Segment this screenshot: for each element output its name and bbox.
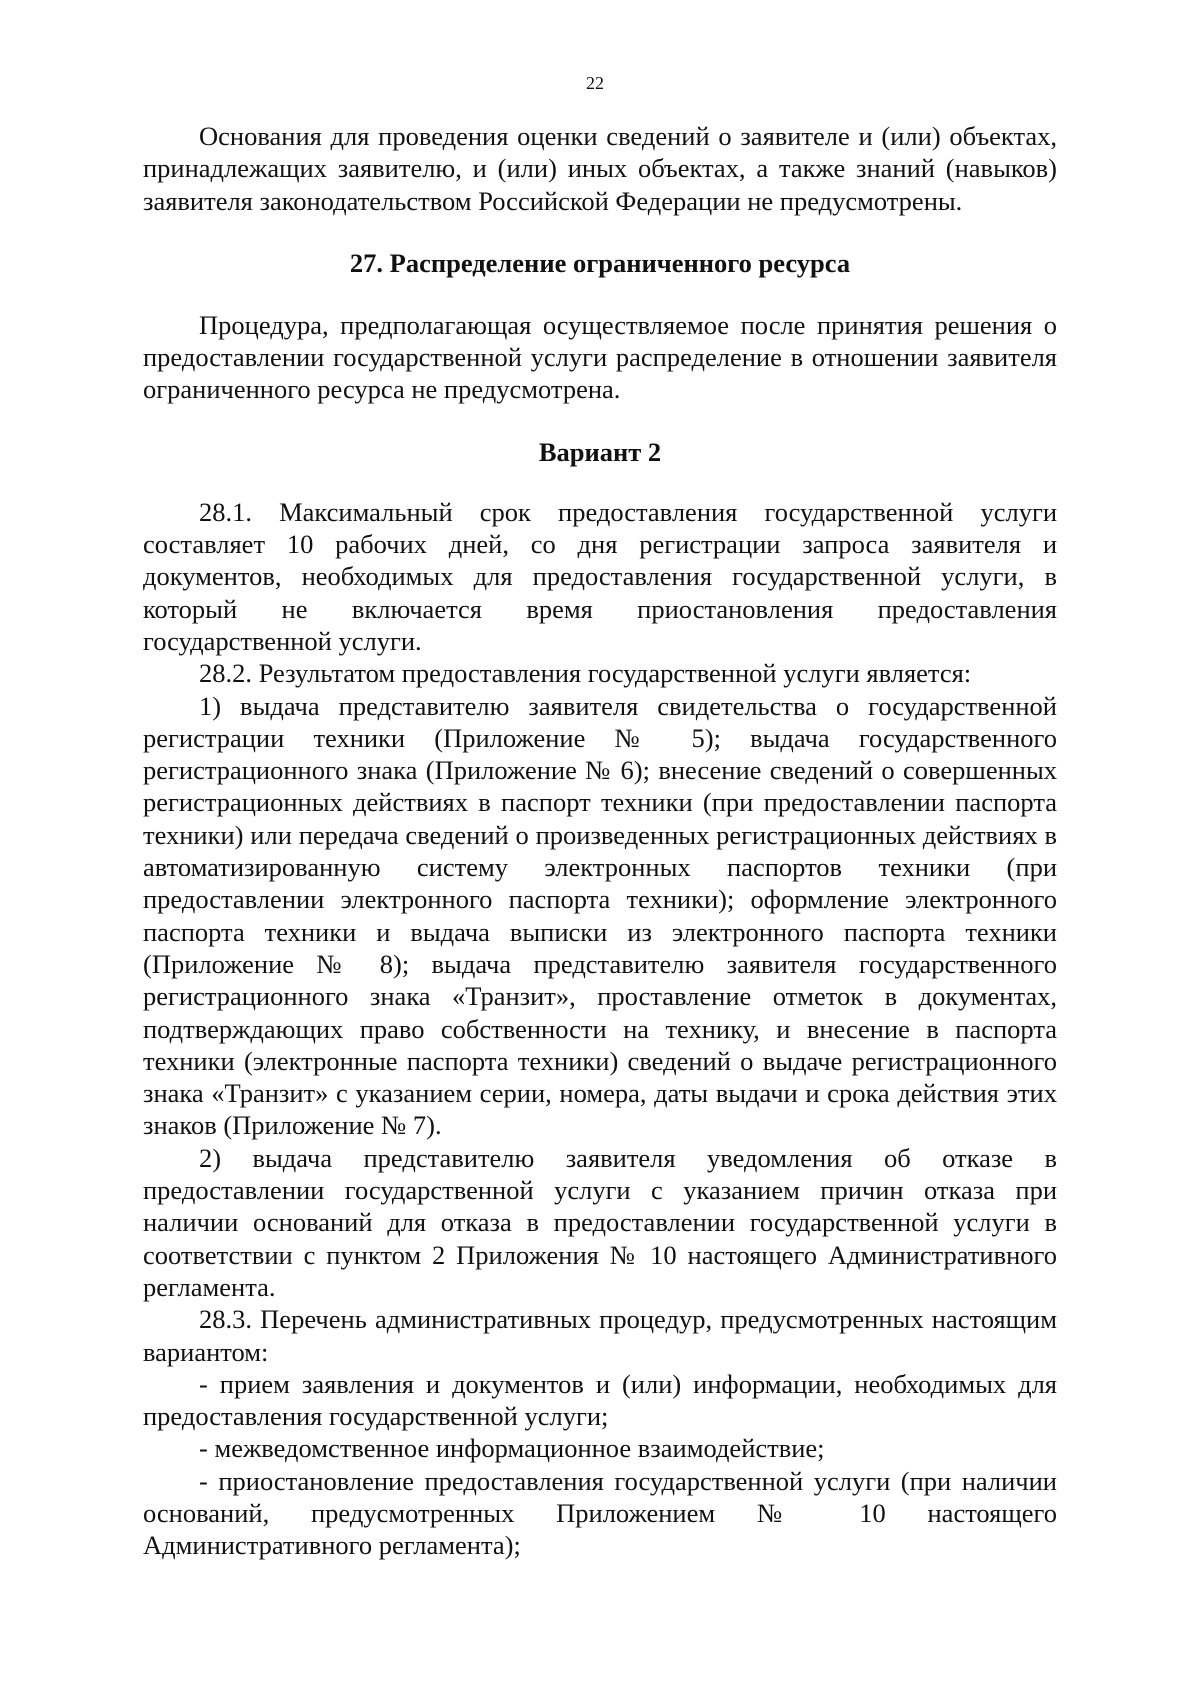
list-item: - приостановление предоставления государственной услуги (при наличии оснований, предусмотренных Приложением № 10 настоящего Административного регламента); bbox=[143, 1465, 1057, 1561]
section-heading-27: 27. Распределение ограниченного ресурса bbox=[349, 247, 851, 278]
list-item: - межведомственное информационное взаимодействие; bbox=[199, 1433, 825, 1464]
list-item: - прием заявления и документов и (или) информации, необходимых для предоставления государственной услуги; bbox=[143, 1368, 1057, 1432]
page-number: 22 bbox=[586, 73, 604, 93]
paragraph-28-2-item-1: 1) выдача представителю заявителя свидетельства о государственной регистрации техники (Приложение № 5); выдача государственного регистрационного знака (Приложение № 6); внесение сведений о совершенных регистрационных действиях в паспорт техники (при предоставлении паспорта техники) или передача сведений о произведенных регистрационных действиях в автоматизированную систему электронных паспортов техники (при предоставлении электронного паспорта техники); оформление электронного паспорта техники и выдача выписки из электронного паспорта техники (Приложение № 8); выдача представителю заявителя государственного регистрационного знака «Транзит», проставление отметок в документах, подтверждающих право собственности на технику, и внесение в паспорта техники (электронные паспорта техники) сведений о выдаче регистрационного знака «Транзит» с указанием серии, номера, даты выдачи и срока действия этих знаков (Приложение № 7). bbox=[143, 690, 1057, 1141]
variant-heading: Вариант 2 bbox=[538, 436, 662, 467]
paragraph-intro: Основания для проведения оценки сведений о заявителе и (или) объектах, принадлежащих заявителю, и (или) иных объектах, а также знаний (навыков) заявителя законодательством Российской Федерации не предусмотрены. bbox=[143, 121, 1057, 216]
paragraph-28-3: 28.3. Перечень административных процедур, предусмотренных настоящим вариантом: bbox=[143, 1304, 1057, 1367]
paragraph-28-2: 28.2. Результатом предоставления государственной услуги является: bbox=[199, 658, 972, 689]
paragraph-28-2-item-2: 2) выдача представителю заявителя уведомления об отказе в предоставлении государственной услуги с указанием причин отказа при наличии оснований для отказа в предоставлении государственной услуги в соответствии с пунктом 2 Приложения № 10 настоящего Административного регламента. bbox=[143, 1142, 1057, 1302]
paragraph-28-1: 28.1. Максимальный срок предоставления государственной услуги составляет 10 рабочих дней, со дня регистрации запроса заявителя и документов, необходимых для предоставления государственной услуги, в который не включается время приостановления предоставления государственной услуги. bbox=[143, 496, 1057, 656]
paragraph-27: Процедура, предполагающая осуществляемое после принятия решения о предоставлении государственной услуги распределение в отношении заявителя ограниченного ресурса не предусмотрена. bbox=[143, 309, 1057, 405]
